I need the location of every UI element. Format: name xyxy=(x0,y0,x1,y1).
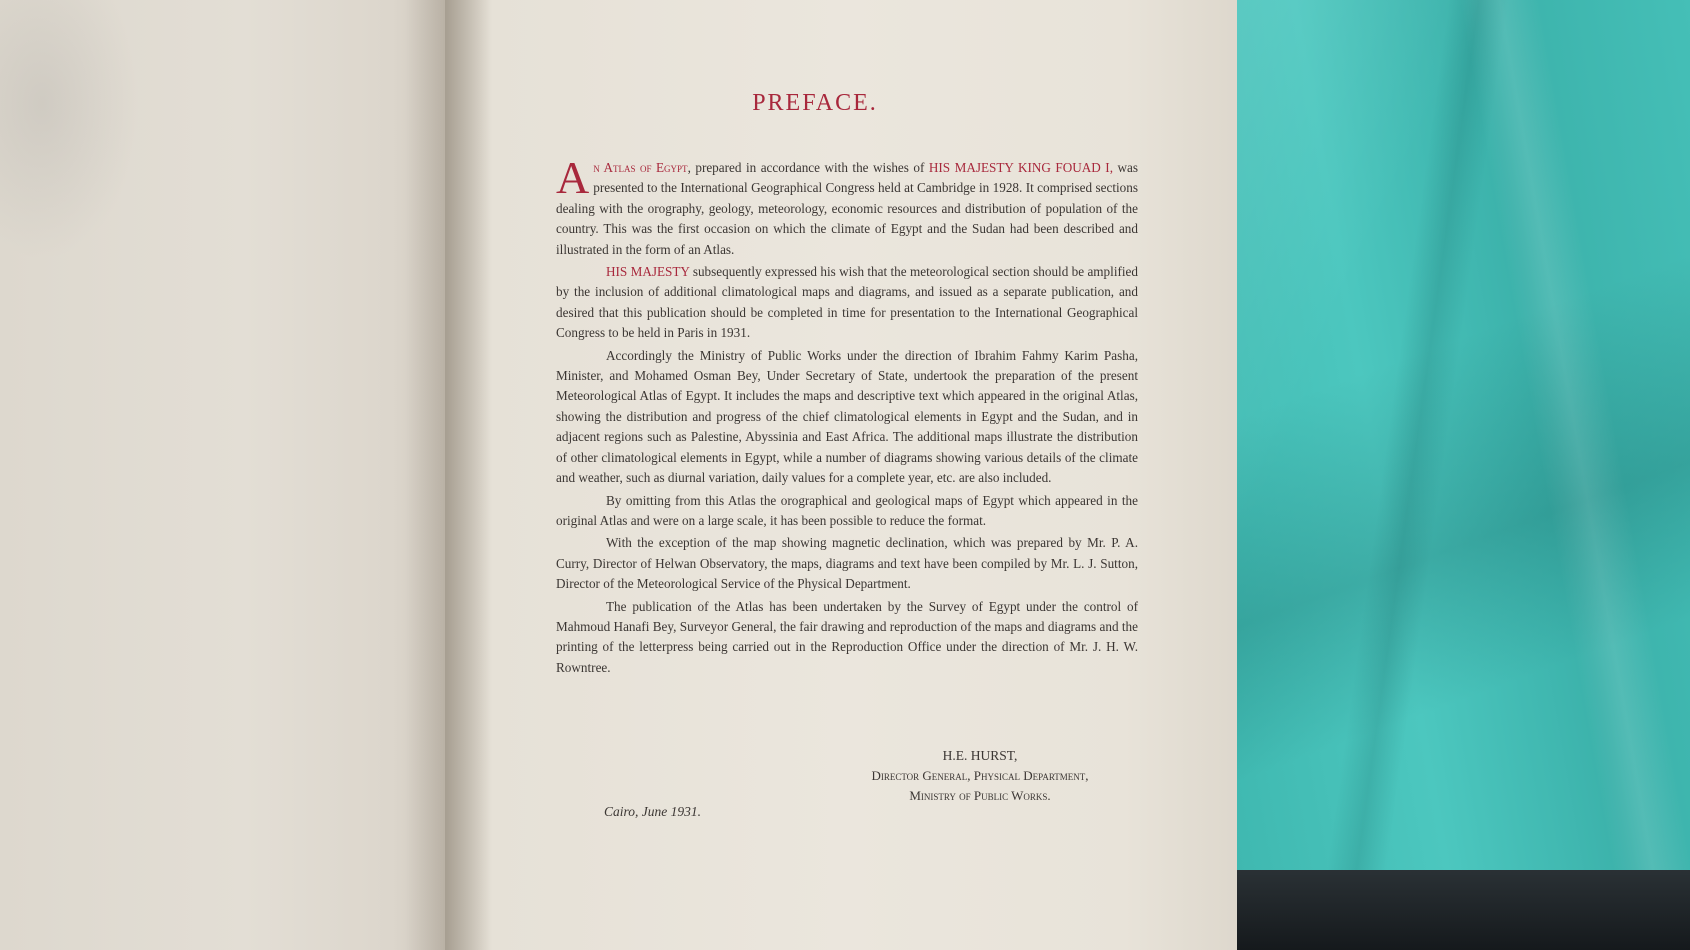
paragraph-6: The publication of the Atlas has been undertaken by the Survey of Egypt under the control of Mahmoud Hanafi Bey, Surveyor General, the fair drawing and reproduction of the maps and diagrams and the printing of the letterpress being carried out in the Reproduction Office under the direction of Mr. J. H. W. Rowntree. xyxy=(556,598,1138,675)
his-majesty-king-fouad: HIS MAJESTY KING FOUAD I, xyxy=(928,160,1113,175)
paragraph-4: By omitting from this Atlas the orographical and geological maps of Egypt which appeared in the original Atlas and were on a large scale, it has been possible to reduce the format. xyxy=(556,492,1138,528)
page-fold-shadow xyxy=(405,0,445,950)
atlas-of-egypt-lead: n Atlas of Egypt xyxy=(593,160,688,175)
paragraph-5: With the exception of the map showing magnetic declination, which was prepared by Mr. P. A. Curry, Director of Helwan Observatory, the maps, diagrams and text have been compiled by Mr. L. J. Sutton, Director of the Meteorological Service of the Physical Department. xyxy=(556,535,1138,592)
signatory-ministry: Ministry of Public Works. xyxy=(909,788,1051,803)
paragraph-1-after-lead: , prepared in accordance with the wishes of xyxy=(687,160,929,175)
cloth-crease xyxy=(1325,0,1509,880)
page-shadow xyxy=(0,0,140,260)
signatory-name: H.E. HURST, xyxy=(942,748,1018,763)
paragraph-1-text: was presented to the International Geographical Congress held at Cambridge in 1928. It comprised sections dealing with the orography, geology, meteorology, economic resources and distribution of population of the country. This was the first occasion on which the climate of Egypt and the Sudan had been described and illustrated in the form of an Atlas. xyxy=(556,160,1138,257)
signature-block xyxy=(840,746,1120,806)
paragraph-3: Accordingly the Ministry of Public Works under the direction of Ibrahim Fahmy Karim Pasha, Minister, and Mohamed Osman Bey, Under Secretary of State, undertook the preparation of the present Meteorological Atlas of Egypt. It includes the maps and descriptive text which appeared in the original Atlas, showing the distribution and progress of the chief climatological elements in Egypt and the Sudan, and in adjacent regions such as Palestine, Abyssinia and East Africa. The additional maps illustrate the distribution of other climatological elements in Egypt, while a number of diagrams showing various details of the climate and weather, such as diurnal variation, daily values for a complete year, etc. are also included. xyxy=(556,347,1138,486)
paragraph-2-text: subsequently expressed his wish that the meteorological section should be amplified by the inclusion of additional climatological maps and diagrams, and issued as a separate publication, and desired that this publication should be completed in time for presentation to the International Geographical Congress to be held in Paris in 1931. xyxy=(556,264,1138,341)
cloth-highlight xyxy=(1459,0,1690,880)
book-gutter-shadow xyxy=(445,0,491,950)
page-title: PREFACE. xyxy=(752,90,878,116)
drop-cap: A xyxy=(556,152,590,203)
preface-body xyxy=(556,152,1138,680)
signatory-title: Director General, Physical Department, xyxy=(871,768,1089,783)
teal-cloth-background xyxy=(1237,0,1690,880)
paragraph-2 xyxy=(556,262,1138,344)
dark-fabric-background xyxy=(1237,870,1690,950)
left-blank-page xyxy=(0,0,445,950)
place-and-date: Cairo, June 1931. xyxy=(604,804,701,819)
his-majesty: HIS MAJESTY xyxy=(606,264,690,280)
paragraph-1 xyxy=(556,152,1138,260)
